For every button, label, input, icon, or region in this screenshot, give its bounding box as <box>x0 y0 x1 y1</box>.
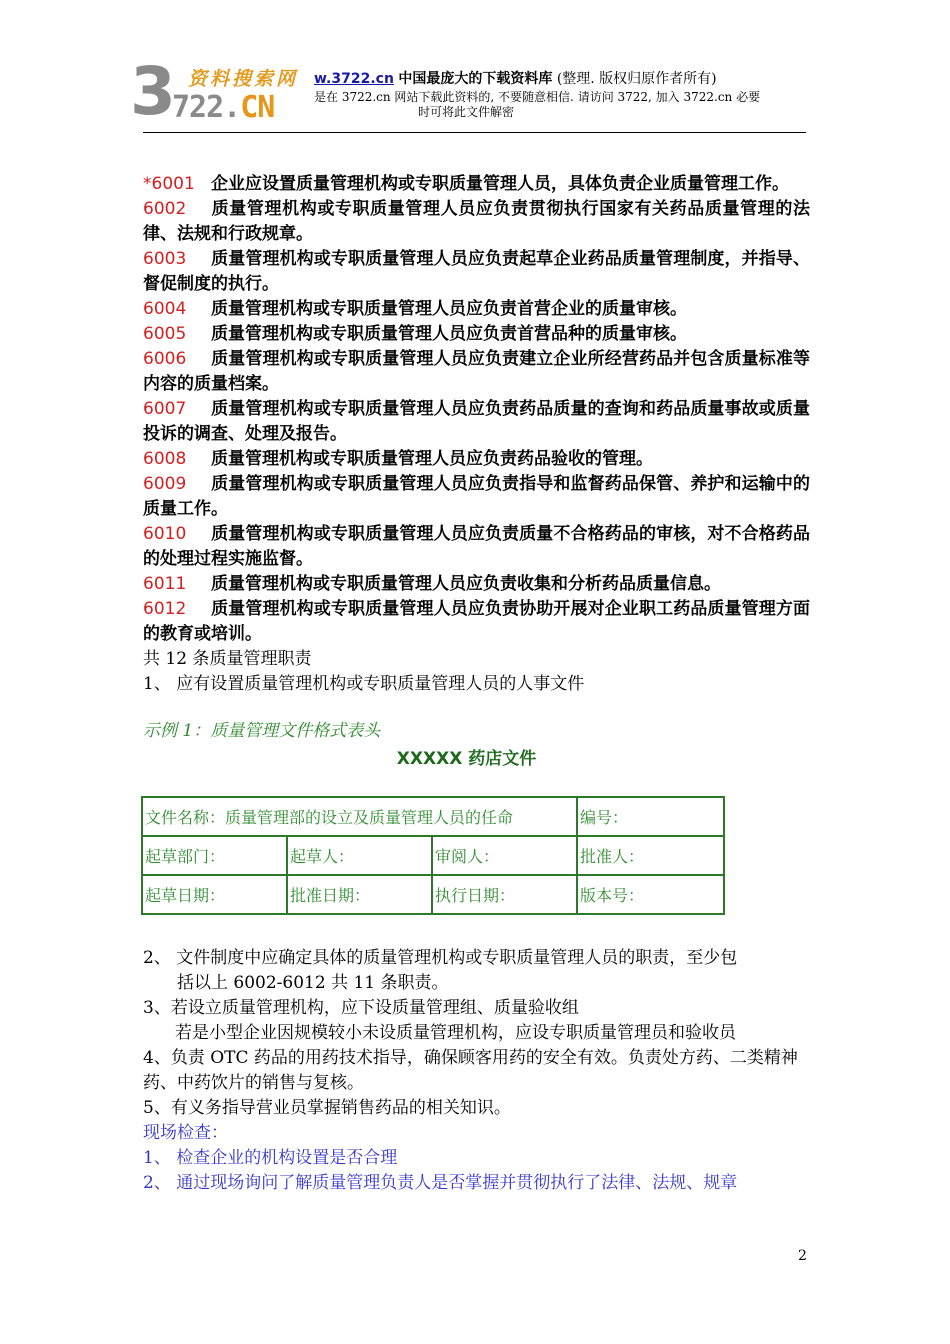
version-cell: 版本号： <box>577 875 724 914</box>
reviewer-cell: 审阅人： <box>432 836 577 875</box>
header-divider <box>143 132 806 133</box>
site-logo <box>130 53 320 130</box>
logo-digit: 3 <box>130 53 174 130</box>
page-number: 2 <box>798 1248 807 1264</box>
duty-code: 6011 <box>143 574 187 594</box>
site-link[interactable]: w.3722.cn <box>314 71 394 87</box>
duty-item <box>143 447 810 472</box>
inspection-item-1: 1、 检查企业的机构设置是否合理 <box>143 1148 398 1168</box>
duty-text: 质量管理机构或专职质量管理人员应负责贯彻执行国家有关药品质量管理的法律、法规和行政规章。 <box>143 199 810 244</box>
duty-code: 6010 <box>143 524 187 544</box>
duty-code: 6009 <box>143 474 187 494</box>
note-2b: 括以上 6002-6012 共 11 条职责。 <box>177 973 449 993</box>
duty-text: 质量管理机构或专职质量管理人员应负责起草企业药品质量管理制度，并指导、督促制度的执行。 <box>143 249 810 294</box>
duty-item <box>143 597 810 647</box>
form-row-2 <box>142 836 724 875</box>
drafter-cell: 起草人： <box>287 836 432 875</box>
duty-item <box>143 197 810 247</box>
duty-text: 质量管理机构或专职质量管理人员应负责建立企业所经营药品并包含质量标准等内容的质量档案。 <box>143 349 810 394</box>
duty-item <box>143 522 810 572</box>
note-4: 4、负责 OTC 药品的用药技术指导，确保顾客用药的安全有效。负责处方药、二类精神药、中药饮片的销售与复核。 <box>143 1048 798 1093</box>
form-row-1 <box>142 797 724 836</box>
form-row-3 <box>142 875 724 914</box>
drafting-date-cell: 起草日期： <box>142 875 287 914</box>
duty-item <box>143 572 810 597</box>
inspection-item-2: 2、 通过现场询问了解质量管理负责人是否掌握并贯彻执行了法律、法规、规章 <box>143 1173 738 1193</box>
drafting-dept-cell: 起草部门： <box>142 836 287 875</box>
duty-item <box>143 297 810 322</box>
duty-item <box>143 472 810 522</box>
duty-code: 6003 <box>143 249 187 269</box>
duty-item <box>143 347 810 397</box>
duty-code: *6001 <box>143 174 195 194</box>
duty-code: 6007 <box>143 399 187 419</box>
duty-text: 质量管理机构或专职质量管理人员应负责质量不合格药品的审核，对不合格药品的处理过程实施监督。 <box>143 524 810 569</box>
summary-line: 共 12 条质量管理职责 <box>143 649 312 669</box>
logo-domain-ext: CN <box>240 90 275 125</box>
duty-text: 质量管理机构或专职质量管理人员应负责药品验收的管理。 <box>211 449 653 469</box>
duty-item <box>143 172 810 197</box>
header-line-1 <box>314 68 717 88</box>
duty-code: 6005 <box>143 324 187 344</box>
duty-text: 质量管理机构或专职质量管理人员应负责药品质量的查询和药品质量事故或质量投诉的调查、处理及报告。 <box>143 399 810 444</box>
duty-text: 质量管理机构或专职质量管理人员应负责收集和分析药品质量信息。 <box>211 574 721 594</box>
duty-code: 6008 <box>143 449 187 469</box>
effective-date-cell: 执行日期： <box>432 875 577 914</box>
duty-code: 6002 <box>143 199 187 219</box>
duty-text: 企业应设置质量管理机构或专职质量管理人员，具体负责企业质量管理工作。 <box>211 174 789 194</box>
approver-cell: 批准人： <box>577 836 724 875</box>
file-name-cell: 文件名称：质量管理部的设立及质量管理人员的任命 <box>142 797 577 836</box>
note-3: 3、若设立质量管理机构，应下设质量管理组、质量验收组 <box>143 998 579 1018</box>
duty-text: 质量管理机构或专职质量管理人员应负责协助开展对企业职工药品质量管理方面的教育或培训。 <box>143 599 810 644</box>
logo-domain-main: 722. <box>172 90 241 125</box>
duty-list <box>143 172 810 647</box>
example-title: 示例 1：质量管理文件格式表头 <box>143 721 381 741</box>
document-body <box>143 172 810 769</box>
header-line-2: 是在 3722.cn 网站下载此资料的, 不要随意相信. 请访问 3722, 加入 3722.cn 必要 <box>314 90 761 104</box>
document-header-form <box>141 796 725 915</box>
copyright-note: (整理. 版权归原作者所有) <box>556 71 717 87</box>
duty-text: 质量管理机构或专职质量管理人员应负责首营品种的质量审核。 <box>211 324 687 344</box>
duty-code: 6006 <box>143 349 187 369</box>
duty-code: 6012 <box>143 599 187 619</box>
note-2a: 2、 文件制度中应确定具体的质量管理机构或专职质量管理人员的职责，至少包 <box>143 948 738 968</box>
number-cell: 编号： <box>577 797 724 836</box>
logo-domain <box>172 90 274 125</box>
inspection-title: 现场检查： <box>143 1123 228 1143</box>
duty-text: 质量管理机构或专职质量管理人员应负责指导和监督药品保管、养护和运输中的质量工作。 <box>143 474 810 519</box>
duty-item <box>143 397 810 447</box>
note-3b: 若是小型企业因规模较小未设质量管理机构，应设专职质量管理员和验收员 <box>175 1023 736 1043</box>
doc-title: XXXXX 药店文件 <box>396 749 537 769</box>
duty-item <box>143 322 810 347</box>
header-line-3: 时可将此文件解密 <box>418 105 515 119</box>
approval-date-cell: 批准日期： <box>287 875 432 914</box>
logo-top-text: 资料搜索网 <box>188 68 299 90</box>
duty-text: 质量管理机构或专职质量管理人员应负责首营企业的质量审核。 <box>211 299 687 319</box>
site-tagline: 中国最庞大的下载资料库 <box>398 71 553 87</box>
duty-item <box>143 247 810 297</box>
duty-code: 6004 <box>143 299 187 319</box>
notes-section <box>143 946 807 1196</box>
note-1: 1、 应有设置质量管理机构或专职质量管理人员的人事文件 <box>143 674 585 694</box>
note-5: 5、有义务指导营业员掌握销售药品的相关知识。 <box>143 1098 511 1118</box>
